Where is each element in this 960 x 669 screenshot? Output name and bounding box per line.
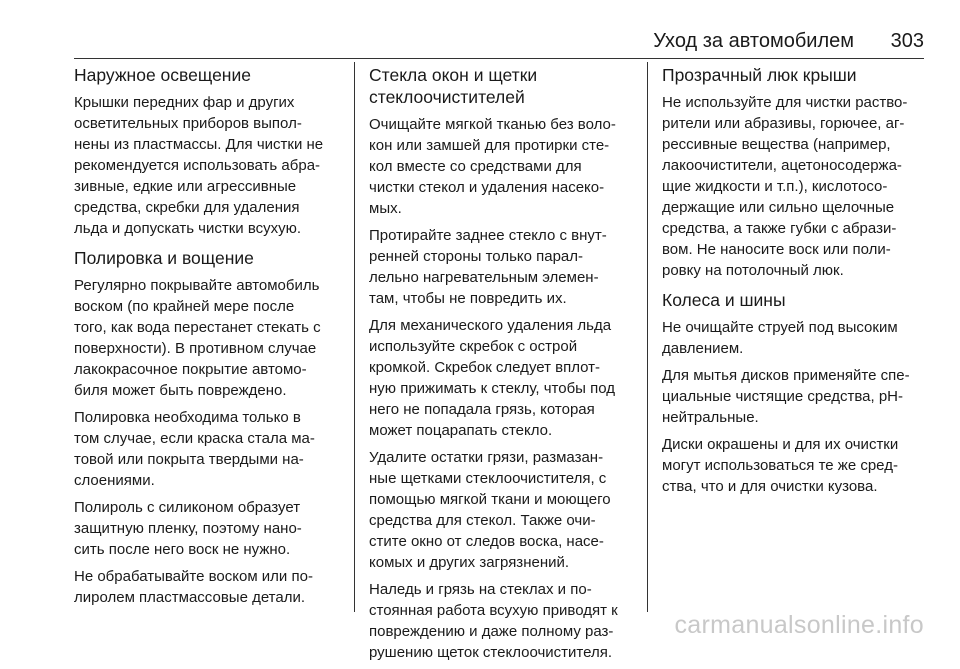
column-middle — [369, 64, 631, 669]
paragraph: Протирайте заднее стекло с внут- ренней стороны только парал- лельно нагревательным элемен- там, чтобы не повредить их. — [369, 227, 607, 307]
column-left — [74, 64, 344, 614]
section-heading-polishing: Полировка и вощение — [74, 248, 254, 268]
column-divider-2 — [647, 62, 648, 612]
paragraph: Полировка необходима только в том случае, если краска стала ма- товой или покрыта твердыми на- слоениями. — [74, 409, 315, 489]
section-heading-wheels-tyres: Колеса и шины — [662, 290, 786, 310]
header-divider — [74, 58, 924, 59]
paragraph: Удалите остатки грязи, размазан- ные щетками стеклоочистителя, с помощью мягкой ткани и моющего средства для стекол. Также очи- стите окно от следов воска, насе- комых и других загрязнений. — [369, 449, 611, 571]
chapter-title: Уход за автомобилем — [653, 30, 854, 52]
page-number: 303 — [890, 30, 924, 52]
paragraph: Очищайте мягкой тканью без воло- кон или замшей для протирки сте- кол вместе со средствами для чистки стекол и удаления насеко- мых. — [369, 116, 616, 217]
paragraph: Диски окрашены и для их очистки могут использоваться те же сред- ства, что и для очистки кузова. — [662, 436, 899, 495]
section-heading-windows-wipers: Стекла окон и щетки стеклоочистителей — [369, 65, 538, 107]
section-heading-exterior-lighting: Наружное освещение — [74, 65, 251, 85]
paragraph: Регулярно покрывайте автомобиль воском (по крайней мере после того, как вода перестанет стекать с поверхности). В противном случае лакокрасочное покрытие автомо- биля может быть повреждено. — [74, 277, 321, 399]
page-header — [74, 28, 924, 54]
paragraph: Для мытья дисков применяйте спе- циальные чистящие средства, рН- нейтральные. — [662, 367, 910, 426]
section-heading-sunroof: Прозрачный люк крыши — [662, 65, 857, 85]
column-right — [662, 64, 932, 503]
paragraph: Не очищайте струей под высоким давлением. — [662, 319, 898, 357]
paragraph: Не обрабатывайте воском или по- лиролем пластмассовые детали. — [74, 568, 313, 606]
watermark: carmanualsonline.info — [674, 611, 924, 639]
column-divider-1 — [354, 62, 355, 612]
paragraph: Наледь и грязь на стеклах и по- стоянная работа всухую приводят к повреждению и даже полному раз- рушению щеток стеклоочистителя. — [369, 581, 618, 661]
paragraph: Полироль с силиконом образует защитную пленку, поэтому нано- сить после него воск не нужно. — [74, 499, 302, 558]
paragraph: Для механического удаления льда используйте скребок с острой кромкой. Скребок следует вплот- ную прижимать к стеклу, чтобы под него не попадала грязь, которая может поцарапать стекло. — [369, 317, 616, 439]
paragraph: Крышки передних фар и других осветительных приборов выпол- нены из пластмассы. Для чистки не рекомендуется использовать абра- зивные, едкие или агрессивные средства, скребки для удаления льда и допускать чистки всухую. — [74, 94, 324, 237]
paragraph: Не используйте для чистки раство- рители или абразивы, горючее, аг- рессивные вещества (например, лакоочистители, ацетоносодержа- щие жидкости и т.п.), кислотосо- держащие или сильно щелочные средства, а также губки с абрази- вом. Не наносите воск или поли- ровку на потолочный люк. — [662, 94, 908, 279]
